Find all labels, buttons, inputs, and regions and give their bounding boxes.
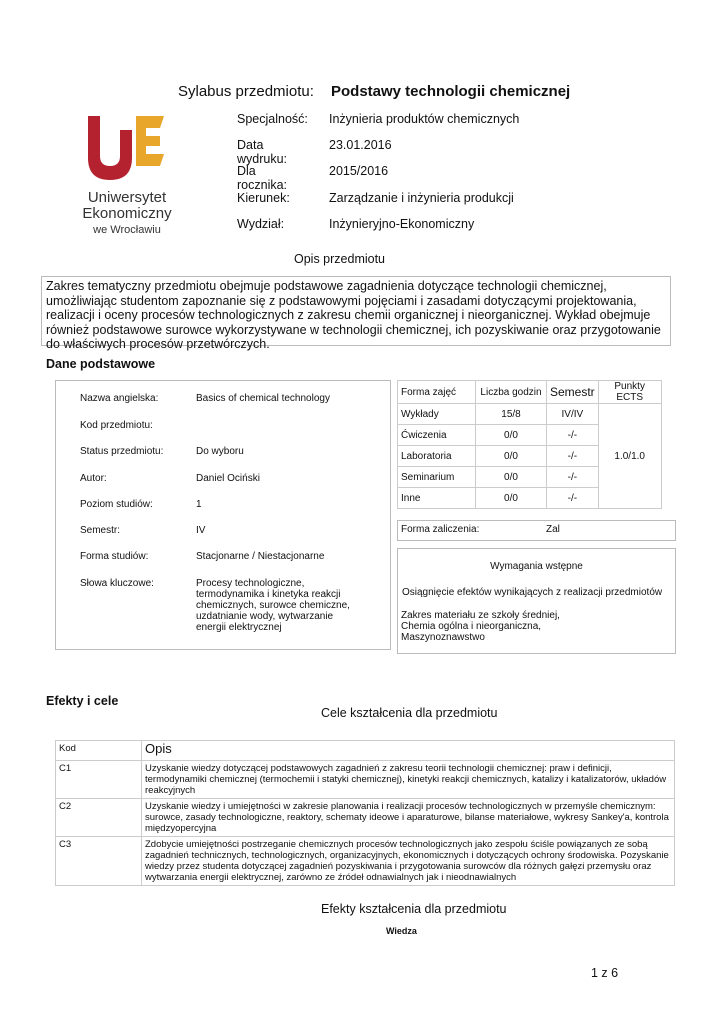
wymagania-line: Chemia ogólna i nieorganiczna, — [401, 621, 542, 632]
forms-cell: -/- — [547, 425, 599, 446]
basic-key: Kod przedmiotu: — [80, 420, 153, 431]
wymagania-line: Osiągnięcie efektów wynikających z realizacji przedmiotów — [402, 587, 663, 598]
zaliczenie-value: Zal — [546, 524, 560, 535]
basic-data-box — [55, 380, 391, 650]
basic-value: 1 — [196, 499, 202, 510]
meta-value: 2015/2016 — [329, 164, 389, 178]
ects-cell: 1.0/1.0 — [598, 404, 661, 509]
forms-header: Liczba godzin — [476, 381, 547, 404]
meta-key: Wydział: — [237, 217, 285, 231]
forms-cell: 0/0 — [476, 488, 547, 509]
opis-heading: Opis przedmiotu — [294, 252, 386, 266]
dane-heading: Dane podstawowe — [46, 357, 156, 371]
forms-cell: Laboratoria — [398, 446, 476, 467]
wymagania-line: Maszynoznawstwo — [401, 632, 485, 643]
meta-key: Dla rocznika: — [237, 164, 288, 192]
wiedza-heading: Wiedza — [386, 926, 417, 936]
logo-text — [72, 190, 182, 238]
forms-row — [398, 404, 662, 425]
forms-cell: Wykłady — [398, 404, 476, 425]
page-number: 1 z 6 — [591, 966, 619, 980]
meta-key: Data wydruku: — [237, 138, 288, 166]
meta-key: Specjalność: — [237, 112, 308, 126]
basic-key: Status przedmiotu: — [80, 446, 164, 457]
forms-cell: -/- — [547, 467, 599, 488]
basic-key: Poziom studiów: — [80, 499, 153, 510]
cele-opis: Uzyskanie wiedzy i umiejętności w zakresie planowania i realizacji procesów technologicznych w przemyśle chemicznym: surowce, zasady technologiczne, reaktory, schematy ideowe i aparaturowe, bilanse materiałowe, wykresy Sankey'a, kontrola międzyopercyjna — [142, 799, 675, 837]
forms-cell: 15/8 — [476, 404, 547, 425]
basic-key: Słowa kluczowe: — [80, 578, 154, 589]
opis-text: Zakres tematyczny przedmiotu obejmuje podstawowe zagadnienia dotyczące technologii chemicznej, umożliwiając studentom zapoznanie się z podstawowymi pojęciami i zasadami dotyczącymi projektowania, realizacji i oceny procesów technologicznych z zakresu chemii organicznej i nieorganicznej. Wykład obejmuje również podstawowe surowce wykorzystywane w technologii chemicznej, ich pozyskiwanie oraz przygotowanie do właściwych procesów przetwórczych. — [41, 276, 671, 346]
cele-kod: C1 — [56, 761, 142, 799]
basic-value: Daniel Ociński — [196, 473, 260, 484]
basic-key: Forma studiów: — [80, 551, 149, 562]
forms-cell: 0/0 — [476, 467, 547, 488]
basic-value: IV — [196, 525, 206, 536]
wymagania-line: Zakres materiału ze szkoły średniej, — [401, 610, 560, 621]
forms-cell: Inne — [398, 488, 476, 509]
cele-opis: Zdobycie umiejętności postrzeganie chemicznych procesów technologicznych jako zespołu ściśle powiązanych ze sobą zagadnień technicznych, technologicznych, organizacyjnych, ekonomicznych i dotyczących ochrony środowiska. Pozyskanie wiedzy przez studenta dotyczącej zagadnień pozyskiwania i przygotowania surowców dla różnych gałęzi przemysłu oraz wytwarzania energii elektrycznej, zarówno ze źródeł odnawialnych jak i nieodnawialnych — [142, 837, 675, 886]
meta-value: Inżynieria produktów chemicznych — [329, 112, 520, 126]
zaliczenie-box — [397, 520, 676, 541]
cele-heading: Cele kształcenia dla przedmiotu — [321, 706, 498, 720]
page-title: Podstawy technologii chemicznej — [331, 83, 571, 100]
cele-header-row — [56, 741, 675, 761]
forms-cell: -/- — [547, 488, 599, 509]
basic-key: Semestr: — [80, 525, 121, 536]
forms-cell: 0/0 — [476, 446, 547, 467]
cele-opis: Uzyskanie wiedzy dotyczącej podstawowych zagadnień z zakresu teorii technologii chemicznej: praw i definicji, termodynamiki chemicznej (termochemii i statyki chemicznej), kinetyki reakcji chemicznych, katalizy i katalizatorów, układów reakcyjnych — [142, 761, 675, 799]
meta-key: Kierunek: — [237, 191, 290, 205]
cele-kod: C3 — [56, 837, 142, 886]
meta-value: 23.01.2016 — [329, 138, 392, 152]
cele-header-opis: Opis — [142, 741, 675, 761]
forms-header: Forma zajęć — [398, 381, 476, 404]
title-label: Sylabus przedmiotu: — [178, 83, 314, 100]
forms-header-row — [398, 381, 662, 404]
cele-row — [56, 799, 675, 837]
basic-key: Autor: — [80, 473, 107, 484]
wymagania-box — [397, 548, 676, 654]
forms-table — [397, 380, 662, 509]
forms-cell: -/- — [547, 446, 599, 467]
zaliczenie-label: Forma zaliczenia: — [401, 524, 480, 535]
basic-value: Do wyboru — [196, 446, 244, 457]
logo-line1: Uniwersytet — [87, 189, 167, 206]
forms-header: Punkty ECTS — [598, 381, 661, 404]
forms-cell: IV/IV — [547, 404, 599, 425]
forms-cell: Seminarium — [398, 467, 476, 488]
meta-value: Inżynieryjno-Ekonomiczny — [329, 217, 475, 231]
cele-row — [56, 837, 675, 886]
logo-line2: Ekonomiczny — [82, 205, 172, 222]
basic-value: Stacjonarne / Niestacjonarne — [196, 551, 325, 562]
cele-header-kod: Kod — [56, 741, 142, 761]
cele-table — [55, 740, 675, 886]
cele-kod: C2 — [56, 799, 142, 837]
efekty-ksztalcenia-heading: Efekty kształcenia dla przedmiotu — [321, 902, 507, 916]
basic-value: Basics of chemical technology — [196, 393, 330, 404]
forms-cell: Ćwiczenia — [398, 425, 476, 446]
logo-line3: we Wrocławiu — [93, 224, 161, 236]
cele-row — [56, 761, 675, 799]
efekty-heading: Efekty i cele — [46, 694, 119, 708]
basic-key: Nazwa angielska: — [80, 393, 159, 404]
forms-header: Semestr — [547, 381, 599, 404]
wymagania-heading: Wymagania wstępne — [490, 561, 583, 572]
basic-value: Procesy technologiczne, termodynamika i kinetyka reakcji chemicznych, surowce chemiczne, uzdatnianie wody, wytwarzanie energii elektrycznej — [196, 578, 350, 633]
meta-value: Zarządzanie i inżynieria produkcji — [329, 191, 514, 205]
ue-logo-icon — [80, 110, 180, 190]
forms-cell: 0/0 — [476, 425, 547, 446]
